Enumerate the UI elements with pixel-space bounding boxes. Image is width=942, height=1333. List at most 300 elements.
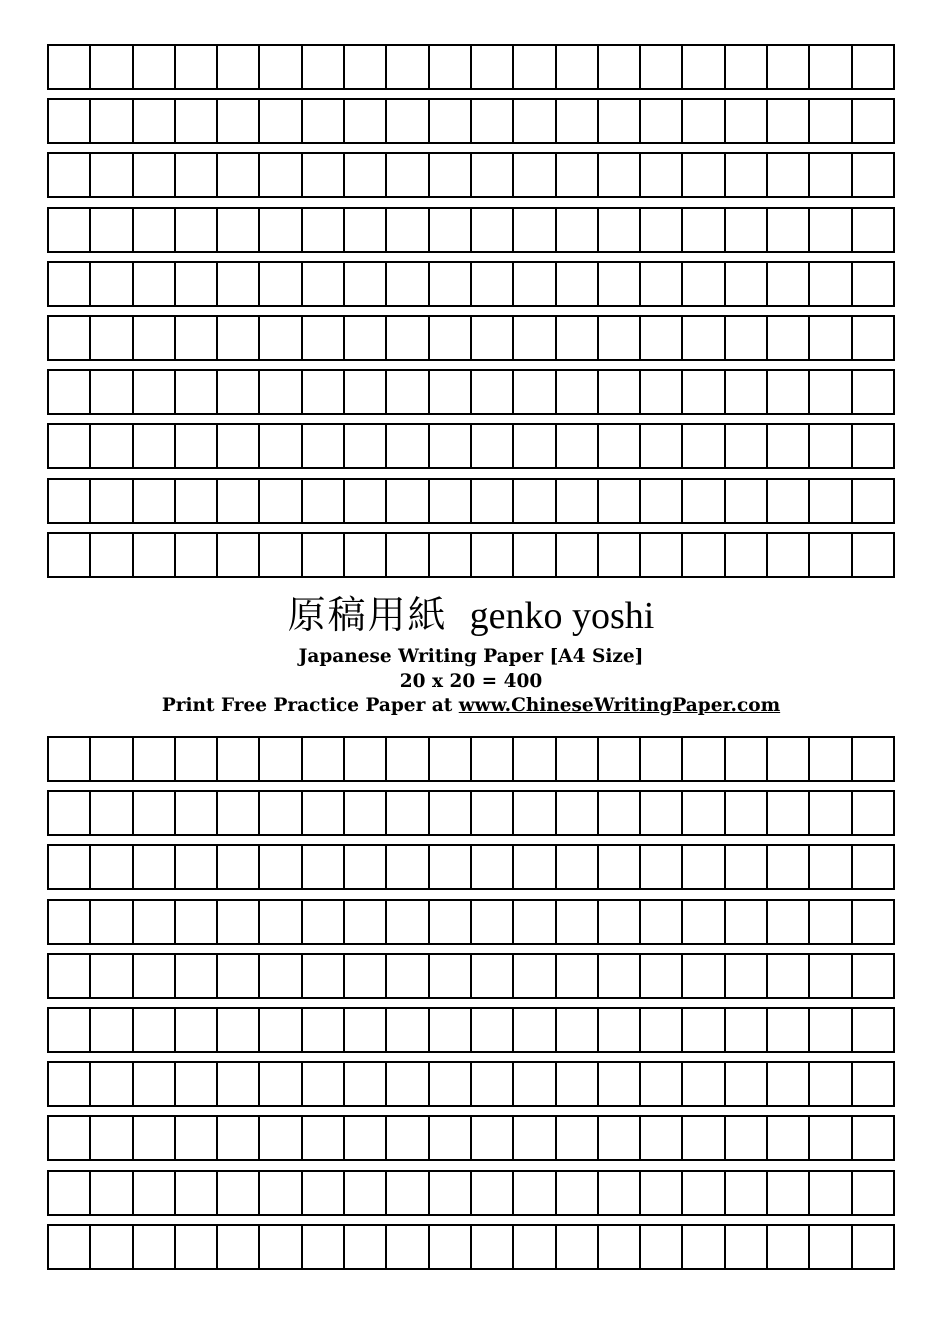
grid-cell [91, 263, 133, 305]
grid-cell [91, 480, 133, 522]
grid-cell [683, 792, 725, 834]
grid-cell [472, 738, 514, 780]
grid-cell [430, 792, 472, 834]
grid-cell [176, 792, 218, 834]
grid-cell [176, 1172, 218, 1214]
grid-row [47, 261, 895, 307]
grid-cell [557, 100, 599, 142]
grid-cell [430, 1172, 472, 1214]
grid-cell [134, 846, 176, 888]
grid-row [47, 1007, 895, 1053]
grid-cell [641, 955, 683, 997]
grid-cell [345, 425, 387, 467]
grid-cell [176, 1009, 218, 1051]
grid-cell [303, 955, 345, 997]
grid-cell [218, 955, 260, 997]
grid-cell [768, 792, 810, 834]
grid-cell [726, 425, 768, 467]
grid-cell [345, 317, 387, 359]
grid-cell [641, 317, 683, 359]
grid-cell [218, 371, 260, 413]
grid-cell [176, 209, 218, 251]
grid-cell [134, 480, 176, 522]
grid-cell [134, 1009, 176, 1051]
grid-cell [726, 955, 768, 997]
grid-cell [810, 100, 852, 142]
grid-cell [430, 263, 472, 305]
grid-cell [49, 1063, 91, 1105]
grid-cell [683, 480, 725, 522]
grid-cell [260, 1117, 302, 1159]
grid-cell [134, 263, 176, 305]
grid-cell [303, 901, 345, 943]
grid-row [47, 1224, 895, 1270]
grid-cell [91, 317, 133, 359]
grid-cell [557, 955, 599, 997]
grid-cell [218, 100, 260, 142]
grid-cell [810, 1117, 852, 1159]
grid-cell [726, 1009, 768, 1051]
grid-cell [387, 738, 429, 780]
grid-cell [726, 46, 768, 88]
grid-cell [557, 1117, 599, 1159]
grid-row [47, 1170, 895, 1216]
grid-cell [853, 209, 893, 251]
grid-cell [176, 738, 218, 780]
grid-cell [218, 317, 260, 359]
grid-cell [260, 792, 302, 834]
grid-cell [387, 1117, 429, 1159]
grid-cell [641, 1226, 683, 1268]
grid-cell [218, 1226, 260, 1268]
grid-cell [683, 955, 725, 997]
grid-cell [599, 46, 641, 88]
grid-cell [514, 955, 556, 997]
grid-cell [599, 1172, 641, 1214]
grid-cell [853, 100, 893, 142]
grid-cell [726, 263, 768, 305]
grid-cell [810, 901, 852, 943]
grid-cell [853, 480, 893, 522]
grid-cell [91, 46, 133, 88]
grid-cell [430, 209, 472, 251]
grid-cell [387, 1009, 429, 1051]
grid-cell [599, 317, 641, 359]
grid-cell [726, 154, 768, 196]
grid-cell [387, 263, 429, 305]
grid-row [47, 1115, 895, 1161]
promo-prefix: Print Free Practice Paper at [161, 695, 459, 716]
grid-cell [599, 846, 641, 888]
grid-cell [260, 46, 302, 88]
grid-cell [430, 955, 472, 997]
grid-cell [176, 955, 218, 997]
grid-cell [599, 263, 641, 305]
grid-cell [303, 154, 345, 196]
grid-cell [514, 901, 556, 943]
grid-cell [430, 1117, 472, 1159]
grid-cell [430, 846, 472, 888]
grid-cell [218, 209, 260, 251]
grid-cell [91, 100, 133, 142]
grid-row [47, 953, 895, 999]
grid-cell [303, 480, 345, 522]
grid-cell [218, 792, 260, 834]
grid-cell [134, 209, 176, 251]
grid-cell [599, 1117, 641, 1159]
grid-cell [599, 792, 641, 834]
grid-cell [260, 534, 302, 576]
grid-cell [260, 738, 302, 780]
grid-cell [853, 792, 893, 834]
grid-cell [514, 792, 556, 834]
grid-cell [768, 1009, 810, 1051]
grid-cell [853, 263, 893, 305]
grid-cell [91, 955, 133, 997]
grid-cell [683, 901, 725, 943]
grid-cell [91, 534, 133, 576]
grid-cell [345, 1117, 387, 1159]
grid-cell [176, 1117, 218, 1159]
grid-cell [134, 1117, 176, 1159]
grid-cell [683, 1226, 725, 1268]
grid-cell [557, 480, 599, 522]
grid-cell [683, 846, 725, 888]
grid-cell [726, 371, 768, 413]
grid-cell [91, 792, 133, 834]
grid-cell [387, 371, 429, 413]
grid-cell [387, 100, 429, 142]
grid-cell [768, 154, 810, 196]
grid-cell [599, 901, 641, 943]
grid-cell [472, 317, 514, 359]
grid-cell [345, 371, 387, 413]
grid-cell [726, 1172, 768, 1214]
grid-cell [683, 534, 725, 576]
grid-cell [430, 901, 472, 943]
grid-cell [557, 209, 599, 251]
grid-cell [853, 846, 893, 888]
grid-cell [176, 1063, 218, 1105]
grid-cell [430, 317, 472, 359]
grid-cell [641, 209, 683, 251]
grid-cell [726, 901, 768, 943]
grid-cell [641, 901, 683, 943]
grid-cell [472, 154, 514, 196]
grid-cell [514, 738, 556, 780]
grid-cell [599, 154, 641, 196]
grid-cell [683, 1172, 725, 1214]
grid-cell [430, 1009, 472, 1051]
grid-cell [599, 100, 641, 142]
grid-cell [810, 1172, 852, 1214]
grid-row [47, 532, 895, 578]
grid-cell [303, 846, 345, 888]
grid-row [47, 899, 895, 945]
grid-cell [641, 154, 683, 196]
grid-cell [810, 534, 852, 576]
grid-cell [514, 371, 556, 413]
grid-cell [303, 1063, 345, 1105]
grid-cell [260, 425, 302, 467]
grid-cell [218, 1009, 260, 1051]
grid-cell [176, 317, 218, 359]
grid-cell [641, 534, 683, 576]
grid-cell [260, 317, 302, 359]
grid-cell [641, 46, 683, 88]
grid-cell [810, 46, 852, 88]
grid-cell [430, 738, 472, 780]
grid-cell [91, 154, 133, 196]
grid-cell [557, 846, 599, 888]
grid-cell [472, 846, 514, 888]
grid-cell [49, 846, 91, 888]
grid-cell [557, 425, 599, 467]
grid-cell [472, 901, 514, 943]
grid-cell [49, 1117, 91, 1159]
grid-cell [260, 1063, 302, 1105]
grid-cell [557, 371, 599, 413]
grid-cell [641, 792, 683, 834]
grid-cell [176, 371, 218, 413]
grid-cell [557, 154, 599, 196]
grid-cell [557, 263, 599, 305]
grid-cell [514, 1063, 556, 1105]
grid-cell [557, 1009, 599, 1051]
grid-cell [768, 1117, 810, 1159]
grid-cell [430, 371, 472, 413]
grid-cell [768, 317, 810, 359]
grid-cell [514, 480, 556, 522]
grid-cell [810, 792, 852, 834]
grid-cell [683, 46, 725, 88]
grid-cell [49, 209, 91, 251]
grid-cell [810, 209, 852, 251]
title-romaji: genko yoshi [469, 595, 655, 637]
grid-cell [134, 1226, 176, 1268]
grid-cell [768, 901, 810, 943]
grid-cell [683, 1117, 725, 1159]
grid-cell [218, 480, 260, 522]
grid-cell [134, 901, 176, 943]
grid-cell [768, 534, 810, 576]
grid-cell [514, 46, 556, 88]
grid-cell [853, 955, 893, 997]
grid-cell [768, 100, 810, 142]
grid-cell [176, 1226, 218, 1268]
grid-cell [260, 1172, 302, 1214]
grid-cell [387, 792, 429, 834]
grid-cell [387, 955, 429, 997]
grid-cell [853, 1063, 893, 1105]
grid-cell [430, 425, 472, 467]
grid-cell [726, 846, 768, 888]
grid-cell [599, 1009, 641, 1051]
grid-cell [387, 901, 429, 943]
grid-cell [514, 154, 556, 196]
grid-cell [91, 209, 133, 251]
grid-cell [303, 425, 345, 467]
grid-cell [387, 425, 429, 467]
grid-cell [176, 263, 218, 305]
grid-cell [303, 1226, 345, 1268]
grid-cell [472, 1009, 514, 1051]
grid-cell [218, 1117, 260, 1159]
grid-cell [514, 1009, 556, 1051]
grid-cell [303, 534, 345, 576]
grid-row [47, 478, 895, 524]
grid-cell [514, 317, 556, 359]
grid-cell [91, 425, 133, 467]
grid-cell [472, 955, 514, 997]
grid-cell [345, 846, 387, 888]
grid-cell [514, 1172, 556, 1214]
grid-cell [134, 46, 176, 88]
grid-cell [557, 1063, 599, 1105]
grid-cell [472, 534, 514, 576]
grid-cell [49, 955, 91, 997]
grid-cell [641, 738, 683, 780]
grid-cell [557, 901, 599, 943]
grid-cell [599, 534, 641, 576]
grid-cell [557, 1172, 599, 1214]
grid-cell [176, 100, 218, 142]
grid-cell [430, 1063, 472, 1105]
grid-cell [472, 425, 514, 467]
grid-cell [599, 480, 641, 522]
grid-cell [49, 534, 91, 576]
grid-cell [472, 209, 514, 251]
grid-cell [514, 1226, 556, 1268]
grid-cell [599, 1226, 641, 1268]
grid-cell [641, 263, 683, 305]
grid-cell [387, 154, 429, 196]
grid-cell [683, 154, 725, 196]
grid-cell [345, 901, 387, 943]
grid-cell [387, 1063, 429, 1105]
grid-cell [726, 792, 768, 834]
grid-cell [260, 100, 302, 142]
grid-cell [176, 154, 218, 196]
grid-cell [303, 371, 345, 413]
grid-cell [49, 792, 91, 834]
grid-cell [91, 738, 133, 780]
grid-cell [430, 1226, 472, 1268]
grid-cell [218, 1172, 260, 1214]
grid-cell [768, 480, 810, 522]
grid-cell [49, 46, 91, 88]
grid-cell [472, 371, 514, 413]
grid-cell [472, 46, 514, 88]
grid-cell [641, 846, 683, 888]
grid-cell [218, 738, 260, 780]
grid-cell [810, 480, 852, 522]
grid-cell [430, 100, 472, 142]
grid-cell [49, 1226, 91, 1268]
grid-row [47, 44, 895, 90]
grid-cell [726, 100, 768, 142]
grid-cell [49, 371, 91, 413]
grid-cell [683, 263, 725, 305]
grid-cell [345, 1226, 387, 1268]
grid-cell [387, 1172, 429, 1214]
grid-cell [853, 46, 893, 88]
grid-cell [810, 425, 852, 467]
grid-cell [134, 534, 176, 576]
grid-cell [599, 955, 641, 997]
title-kanji: 原稿用紙 [287, 593, 448, 637]
grid-cell [514, 209, 556, 251]
grid-cell [726, 480, 768, 522]
grid-cell [726, 317, 768, 359]
grid-cell [810, 955, 852, 997]
grid-cell [49, 263, 91, 305]
grid-cell [218, 1063, 260, 1105]
grid-cell [768, 263, 810, 305]
grid-cell [557, 792, 599, 834]
grid-cell [683, 317, 725, 359]
grid-cell [726, 1226, 768, 1268]
grid-cell [345, 792, 387, 834]
grid-cell [683, 738, 725, 780]
grid-cell [853, 534, 893, 576]
grid-cell [49, 1009, 91, 1051]
grid-cell [345, 100, 387, 142]
grid-cell [134, 100, 176, 142]
grid-cell [641, 425, 683, 467]
grid-row [47, 844, 895, 890]
grid-cell [514, 846, 556, 888]
grid-cell [134, 371, 176, 413]
grid-cell [683, 100, 725, 142]
promo-link[interactable]: www.ChineseWritingPaper.com [458, 695, 781, 716]
grid-cell [176, 425, 218, 467]
grid-cell [49, 154, 91, 196]
grid-cell [599, 738, 641, 780]
grid-cell [260, 480, 302, 522]
grid-cell [49, 100, 91, 142]
grid-cell [345, 738, 387, 780]
grid-cell [134, 955, 176, 997]
grid-cell [853, 1009, 893, 1051]
grid-cell [768, 425, 810, 467]
grid-cell [641, 1117, 683, 1159]
grid-cell [345, 534, 387, 576]
promo-line [0, 694, 942, 718]
grid-cell [303, 209, 345, 251]
grid-cell [641, 480, 683, 522]
grid-cell [557, 738, 599, 780]
grid-count-text: 20 x 20 = 400 [399, 671, 543, 692]
grid-cell [176, 846, 218, 888]
grid-cell [726, 1117, 768, 1159]
grid-row [47, 315, 895, 361]
grid-cell [260, 263, 302, 305]
subtitle: Japanese Writing Paper [A4 Size] [298, 646, 644, 667]
grid-cell [768, 955, 810, 997]
grid-cell [49, 317, 91, 359]
grid-cell [260, 154, 302, 196]
grid-cell [91, 846, 133, 888]
grid-cell [853, 1226, 893, 1268]
grid-cell [49, 1172, 91, 1214]
grid-row [47, 790, 895, 836]
grid-cell [557, 317, 599, 359]
grid-cell [303, 738, 345, 780]
grid-cell [768, 738, 810, 780]
grid-cell [726, 534, 768, 576]
grid-cell [176, 534, 218, 576]
